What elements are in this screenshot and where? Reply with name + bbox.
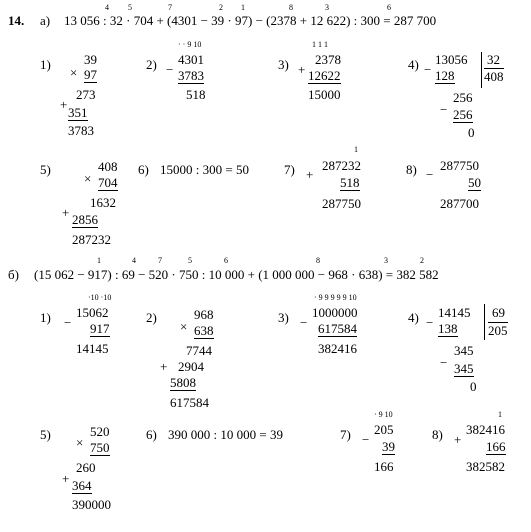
b3-borrow-marks: · 9 9 9 9 9 10 bbox=[314, 293, 357, 302]
order-a-5: 1 bbox=[241, 3, 245, 12]
a7-carry-marks: 1 bbox=[354, 145, 358, 154]
problem-number: 14. bbox=[8, 13, 25, 28]
b7-result: 166 bbox=[374, 459, 394, 474]
a1-result: 3783 bbox=[68, 123, 94, 138]
a2-minuend: 4301 bbox=[178, 52, 204, 67]
b5-partial-2: 364 bbox=[72, 478, 92, 493]
minus-sign: − bbox=[362, 432, 370, 447]
b1-subtrahend: 917 bbox=[90, 321, 110, 336]
a-step-3-label: 3) bbox=[278, 57, 289, 72]
a-step-2-label: 2) bbox=[146, 57, 157, 72]
a5-factor-1: 408 bbox=[98, 159, 118, 174]
b1-borrow-marks: ·10 ·10 bbox=[88, 293, 112, 302]
a1-partial-2: 351 bbox=[68, 105, 88, 120]
a4-quotient: 408 bbox=[484, 69, 504, 84]
a3-addend-1: 2378 bbox=[315, 52, 341, 67]
part-b-label: б) bbox=[8, 267, 19, 282]
order-a-7: 3 bbox=[325, 3, 329, 12]
multiply-sign: × bbox=[180, 319, 188, 334]
a1-partial-1: 273 bbox=[76, 87, 96, 102]
b7-minuend: 205 bbox=[374, 422, 394, 437]
order-b-8: 2 bbox=[420, 256, 424, 265]
b3-minuend: 1000000 bbox=[312, 305, 358, 320]
multiply-sign: × bbox=[84, 171, 92, 186]
b4-divisor: 69 bbox=[492, 305, 505, 320]
minus-sign: − bbox=[426, 315, 434, 330]
order-b-6: 8 bbox=[316, 256, 320, 265]
b8-result: 382582 bbox=[466, 459, 505, 474]
a4-remainder-1: 256 bbox=[453, 90, 473, 105]
b1-result: 14145 bbox=[76, 341, 109, 356]
a1-factor-2: 97 bbox=[84, 67, 97, 82]
a-step-7-label: 7) bbox=[284, 162, 295, 177]
part-a-label: а) bbox=[40, 13, 51, 28]
a-step-1-label: 1) bbox=[40, 57, 51, 72]
b5-partial-1: 260 bbox=[76, 460, 96, 475]
b4-dividend: 14145 bbox=[438, 305, 471, 320]
a-step-4-label: 4) bbox=[408, 57, 419, 72]
b-step-1-label: 1) bbox=[40, 310, 51, 325]
a5-result: 287232 bbox=[72, 232, 111, 247]
a5-partial-1: 1632 bbox=[90, 195, 116, 210]
a4-divisor: 32 bbox=[487, 52, 500, 67]
a-step-6-label: 6) bbox=[138, 162, 149, 177]
a2-borrow-marks: · · 9 10 bbox=[178, 40, 202, 49]
b4-remainder-1: 345 bbox=[454, 343, 474, 358]
a8-minuend: 287750 bbox=[440, 158, 479, 173]
b-step-8-label: 8) bbox=[432, 427, 443, 442]
b5-factor-1: 520 bbox=[90, 424, 110, 439]
a5-partial-2: 2856 bbox=[72, 212, 98, 227]
b4-subtract-2: 345 bbox=[454, 361, 474, 376]
a4-dividend: 13056 bbox=[435, 52, 468, 67]
b8-addend-2: 166 bbox=[486, 439, 506, 454]
minus-sign: − bbox=[440, 355, 448, 370]
b3-subtrahend: 617584 bbox=[318, 321, 357, 336]
b3-result: 382416 bbox=[318, 341, 357, 356]
b2-result: 617584 bbox=[170, 395, 209, 410]
a3-result: 15000 bbox=[308, 87, 341, 102]
minus-sign: − bbox=[64, 315, 72, 330]
b-step-2-label: 2) bbox=[146, 310, 157, 325]
order-b-2: 4 bbox=[132, 256, 136, 265]
a4-subtract-2: 256 bbox=[453, 107, 473, 122]
b4-subtract-1: 138 bbox=[438, 321, 458, 336]
b-step-7-label: 7) bbox=[340, 427, 351, 442]
multiply-sign: × bbox=[70, 65, 78, 80]
b5-factor-2: 750 bbox=[90, 440, 110, 455]
a4-remainder: 0 bbox=[468, 125, 475, 140]
b-step-5-label: 5) bbox=[40, 427, 51, 442]
a7-addend-2: 518 bbox=[340, 175, 360, 190]
order-b-4: 5 bbox=[188, 256, 192, 265]
a8-result: 287700 bbox=[440, 196, 479, 211]
a6-division: 15000 : 300 = 50 bbox=[160, 162, 249, 177]
order-a-6: 8 bbox=[289, 3, 293, 12]
order-a-1: 4 bbox=[105, 3, 109, 12]
a7-addend-1: 287232 bbox=[322, 158, 361, 173]
b8-addend-1: 382416 bbox=[466, 422, 505, 437]
b4-division-bar bbox=[484, 304, 485, 340]
b2-factor-1: 968 bbox=[194, 307, 214, 322]
plus-sign: + bbox=[60, 97, 68, 112]
order-b-3: 7 bbox=[158, 256, 162, 265]
order-b-1: 1 bbox=[97, 256, 101, 265]
plus-sign: + bbox=[306, 167, 314, 182]
a4-subtract-1: 128 bbox=[435, 68, 455, 83]
b-step-3-label: 3) bbox=[278, 310, 289, 325]
b2-partial-1: 7744 bbox=[186, 343, 212, 358]
a2-subtrahend: 3783 bbox=[178, 68, 204, 83]
order-a-2: 5 bbox=[128, 3, 132, 12]
minus-sign: − bbox=[300, 315, 308, 330]
order-a-8: 6 bbox=[387, 3, 391, 12]
b4-quotient: 205 bbox=[488, 323, 508, 338]
b4-remainder: 0 bbox=[470, 379, 477, 394]
a1-factor-1: 39 bbox=[84, 52, 97, 67]
minus-sign: − bbox=[426, 167, 434, 182]
plus-sign: + bbox=[298, 62, 306, 77]
order-a-4: 2 bbox=[219, 3, 223, 12]
b1-minuend: 15062 bbox=[76, 305, 109, 320]
expression-a: 13 056 : 32 · 704 + (4301 − 39 · 97) − (2378 + 12 622) : 300 = 287 700 bbox=[64, 13, 437, 28]
multiply-sign: × bbox=[76, 435, 84, 450]
a3-carry-marks: 1 1 1 bbox=[312, 40, 328, 49]
a3-addend-2: 12622 bbox=[308, 68, 341, 83]
b8-carry-marks: 1 bbox=[498, 410, 502, 419]
b7-borrow-marks: · 9 10 bbox=[374, 410, 393, 419]
plus-sign: + bbox=[454, 432, 462, 447]
b7-subtrahend: 39 bbox=[382, 439, 395, 454]
a4-division-bar bbox=[481, 52, 482, 88]
plus-sign: + bbox=[160, 359, 168, 374]
a8-subtrahend: 50 bbox=[468, 175, 481, 190]
order-b-7: 3 bbox=[384, 256, 388, 265]
a7-result: 287750 bbox=[322, 196, 361, 211]
order-a-3: 7 bbox=[168, 3, 172, 12]
b2-partial-2: 2904 bbox=[178, 359, 204, 374]
b-step-6-label: 6) bbox=[146, 427, 157, 442]
plus-sign: + bbox=[62, 471, 70, 486]
minus-sign: − bbox=[440, 102, 448, 117]
a-step-5-label: 5) bbox=[40, 162, 51, 177]
minus-sign: − bbox=[424, 62, 432, 77]
b2-partial-3: 5808 bbox=[170, 375, 196, 390]
expression-b: (15 062 − 917) : 69 − 520 · 750 : 10 000 + (1 000 000 − 968 · 638) = 382 582 bbox=[34, 267, 439, 282]
b2-factor-2: 638 bbox=[194, 323, 214, 338]
b5-result: 390000 bbox=[72, 497, 111, 512]
a-step-8-label: 8) bbox=[406, 162, 417, 177]
order-b-5: 6 bbox=[224, 256, 228, 265]
a2-result: 518 bbox=[186, 87, 206, 102]
plus-sign: + bbox=[62, 205, 70, 220]
b-step-4-label: 4) bbox=[408, 310, 419, 325]
b6-division: 390 000 : 10 000 = 39 bbox=[168, 427, 283, 442]
a5-factor-2: 704 bbox=[98, 175, 118, 190]
minus-sign: − bbox=[166, 62, 174, 77]
